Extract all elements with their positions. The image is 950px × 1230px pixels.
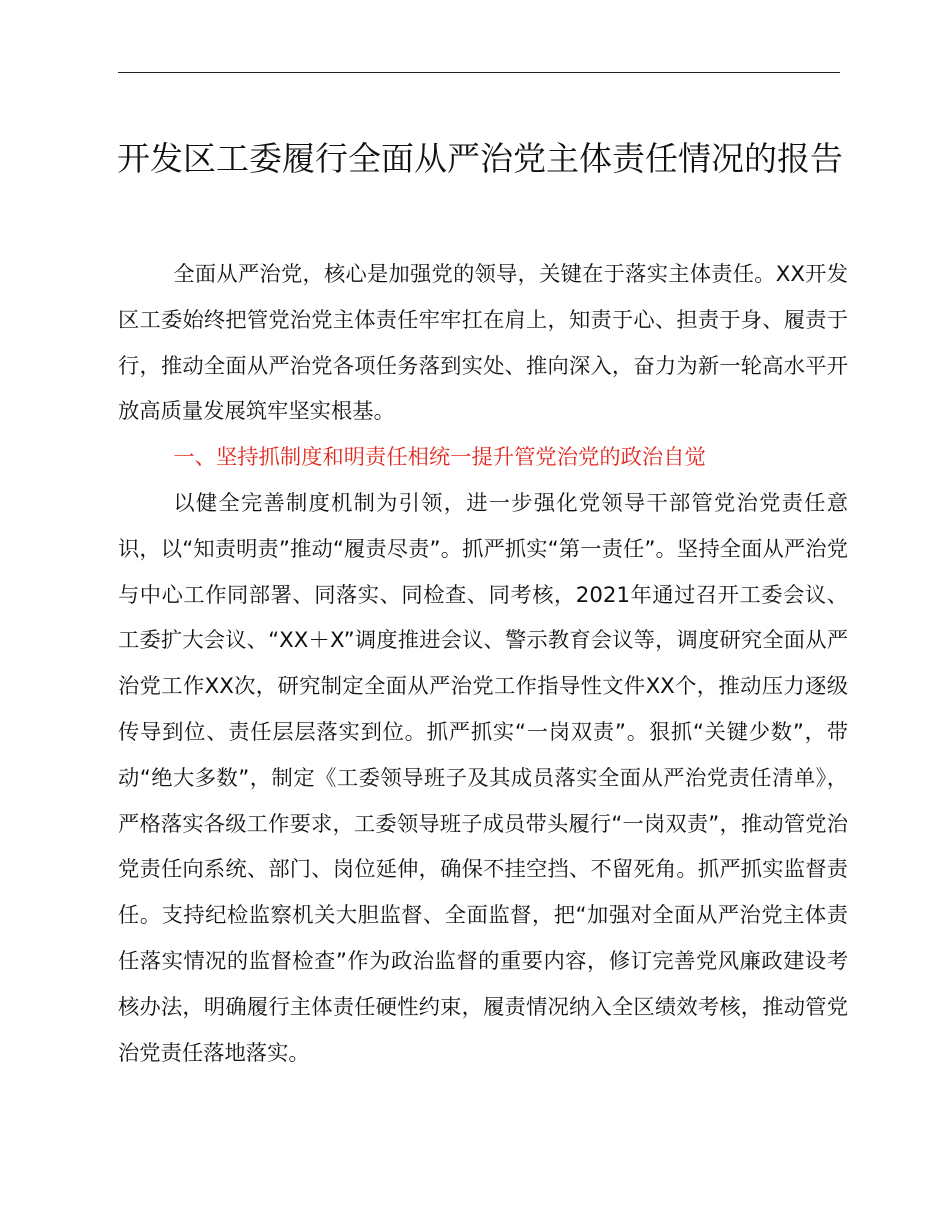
intro-paragraph: 全面从严治党，核心是加强党的领导，关键在于落实主体责任。XX开发区工委始终把管党治党主体责任牢牢扛在肩上，知责于心、担责于身、履责于行，推动全面从严治党各项任务落到实处、推向深入，奋力为新一轮高水平开放高质量发展筑牢坚实根基。 bbox=[118, 262, 848, 425]
section-heading-1: 一、坚持抓制度和明责任相统一提升管党治党的政治自觉 bbox=[173, 445, 706, 471]
top-rule bbox=[118, 72, 840, 73]
body-paragraph-1: 以健全完善制度机制为引领，进一步强化党领导干部管党治党责任意识，以“知责明责”推动“履责尽责”。抓严抓实“第一责任”。坚持全面从严治党与中心工作同部署、同落实、同检查、同考核，2021年通过召开工委会议、工委扩大会议、“XX＋X”调度推进会议、警示教育会议等，调度研究全面从严治党工作XX次，研究制定全面从严治党工作指导性文件XX个，推动压力逐级传导到位、责任层层落实到位。抓严抓实“一岗双责”。狠抓“关键少数”，带动“绝大多数”，制定《工委领导班子及其成员落实全面从严治党责任清单》，严格落实各级工作要求，工委领导班子成员带头履行“一岗双责”，推动管党治党责任向系统、部门、岗位延伸，确保不挂空挡、不留死角。抓严抓实监督责任。支持纪检监察机关大胆监督、全面监督，把“加强对全面从严治党主体责任落实情况的监督检查”作为政治监督的重要内容，修订完善党风廉政建设考核办法，明确履行主体责任硬性约束，履责情况纳入全区绩效考核，推动管党治党责任落地落实。 bbox=[118, 490, 848, 1066]
document-title: 开发区工委履行全面从严治党主体责任情况的报告 bbox=[117, 139, 843, 178]
document-body bbox=[118, 252, 848, 1076]
